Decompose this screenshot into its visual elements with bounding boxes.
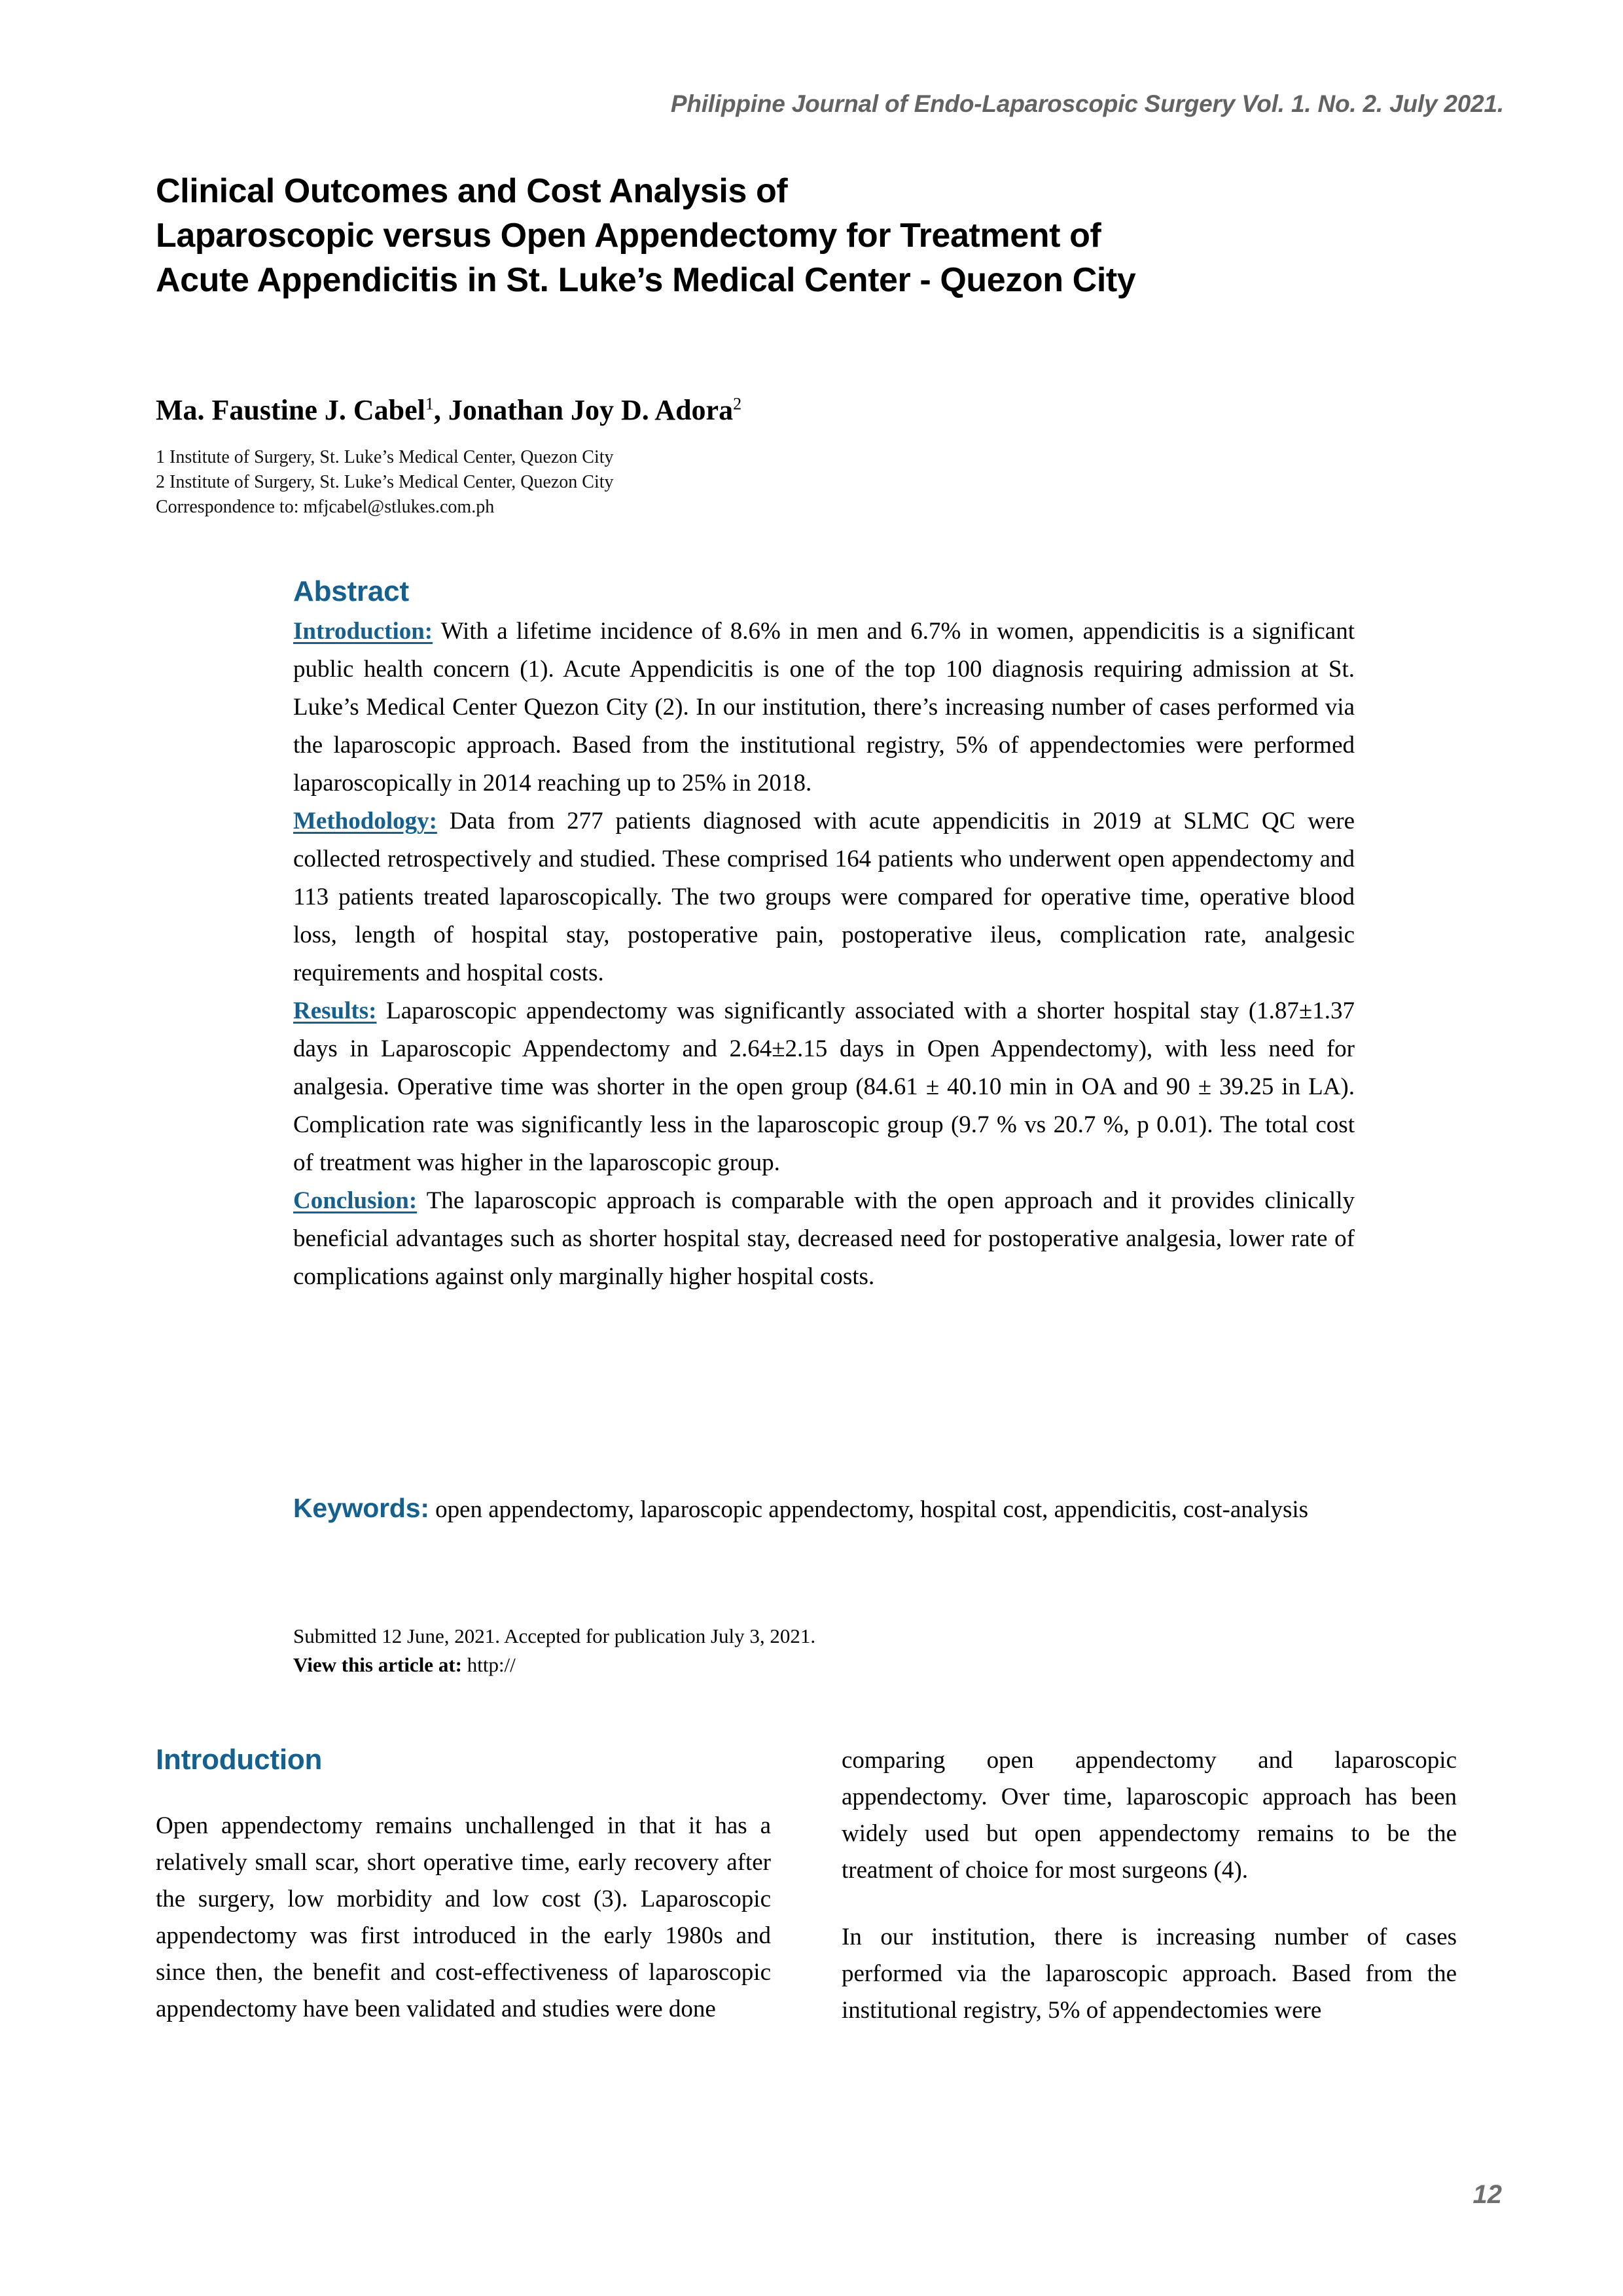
author-1-affiliation-marker: 1 bbox=[425, 394, 434, 414]
submission-info bbox=[293, 1622, 1355, 1679]
abstract-text-introduction: With a lifetime incidence of 8.6% in men and 6.7% in women, appendicitis is a significant public health concern (1). Acute Appendicitis is one of the top 100 diagnosis requiring admission at St. Luke’s Medical Center Quezon City (2). In our institution, there’s increasing number of cases performed via the laparoscopic approach. Based from the institutional registry, 5% of appendectomies were performed laparoscopically in 2014 reaching up to 25% in 2018. bbox=[293, 618, 1355, 797]
view-article-label: View this article at: bbox=[293, 1653, 462, 1676]
keywords-text: open appendectomy, laparoscopic appendectomy, hospital cost, appendicitis, cost-analysis bbox=[429, 1496, 1309, 1523]
running-header: Philippine Journal of Endo-Laparoscopic Surgery Vol. 1. No. 2. July 2021. bbox=[670, 90, 1504, 117]
affiliation-1: 1 Institute of Surgery, St. Luke’s Medical Center, Quezon City bbox=[156, 447, 614, 467]
abstract-paragraph-introduction bbox=[293, 613, 1355, 802]
title-line-1: Clinical Outcomes and Cost Analysis of bbox=[156, 172, 788, 210]
introduction-paragraph-right-2: In our institution, there is increasing number of cases performed via the laparoscopic approach. Based from the institutional registry, 5% of appendectomies were bbox=[842, 1924, 1457, 2024]
introduction-paragraph-right-1: comparing open appendectomy and laparoscopic appendectomy. Over time, laparoscopic approach has been widely used but open appendectomy remains to be the treatment of choice for most surgeons (4). bbox=[842, 1747, 1457, 1884]
submission-dates: Submitted 12 June, 2021. Accepted for publication July 3, 2021. bbox=[293, 1624, 816, 1647]
introduction-paragraph-left-1: Open appendectomy remains unchallenged in that it has a relatively small scar, short operative time, early recovery after the surgery, low morbidity and low cost (3). Laparoscopic appendectomy was first introduced in the early 1980s and since then, the benefit and cost-effectiveness of laparoscopic appendectomy have been validated and studies were done bbox=[156, 1812, 771, 2022]
affiliations-block bbox=[156, 445, 1465, 520]
title-line-3: Acute Appendicitis in St. Luke’s Medical Center - Quezon City bbox=[156, 261, 1136, 299]
abstract-paragraph-methodology bbox=[293, 802, 1355, 992]
view-article-url[interactable]: http:// bbox=[461, 1653, 516, 1676]
view-article-line bbox=[293, 1651, 1355, 1679]
keywords-label: Keywords: bbox=[293, 1493, 429, 1523]
correspondence-line: Correspondence to: mfjcabel@stlukes.com.ph bbox=[156, 497, 495, 517]
abstract-section bbox=[293, 573, 1355, 1296]
author-2-affiliation-marker: 2 bbox=[733, 394, 742, 414]
affiliation-2: 2 Institute of Surgery, St. Luke’s Medical Center, Quezon City bbox=[156, 472, 614, 492]
author-list bbox=[156, 393, 1465, 428]
author-2-name: Jonathan Joy D. Adora bbox=[448, 394, 734, 426]
body-columns bbox=[156, 1742, 1457, 2029]
keywords-line bbox=[293, 1490, 1355, 1528]
abstract-paragraph-conclusion bbox=[293, 1182, 1355, 1296]
abstract-text-conclusion: The laparoscopic approach is comparable with the open approach and it provides clinically beneficial advantages such as shorter hospital stay, decreased need for postoperative analgesia, lower rate of complications against only marginally higher hospital costs. bbox=[293, 1187, 1355, 1290]
author-1-name: Ma. Faustine J. Cabel bbox=[156, 394, 425, 426]
abstract-label-introduction: Introduction: bbox=[293, 618, 433, 645]
body-column-left bbox=[156, 1742, 771, 2029]
abstract-label-conclusion: Conclusion: bbox=[293, 1187, 418, 1214]
title-line-2: Laparoscopic versus Open Appendectomy for Treatment of bbox=[156, 217, 1101, 255]
body-column-right bbox=[842, 1742, 1457, 2029]
abstract-label-results: Results: bbox=[293, 997, 377, 1024]
article-title bbox=[156, 169, 1452, 302]
abstract-heading: Abstract bbox=[293, 575, 409, 607]
page-number: 12 bbox=[1472, 2180, 1502, 2209]
author-separator: , bbox=[433, 394, 448, 426]
abstract-text-results: Laparoscopic appendectomy was significantly associated with a shorter hospital stay (1.87±1.37 days in Laparoscopic Appendectomy and 2.64±2.15 days in Open Appendectomy), with less need for analgesia. Operative time was shorter in the open group (84.61 ± 40.10 min in OA and 90 ± 39.25 in LA). Complication rate was significantly less in the laparoscopic group (9.7 % vs 20.7 %, p 0.01). The total cost of treatment was higher in the laparoscopic group. bbox=[293, 997, 1355, 1176]
abstract-text-methodology: Data from 277 patients diagnosed with acute appendicitis in 2019 at SLMC QC were collected retrospectively and studied. These comprised 164 patients who underwent open appendectomy and 113 patients treated laparoscopically. The two groups were compared for operative time, operative blood loss, length of hospital stay, postoperative pain, postoperative ileus, complication rate, analgesic requirements and hospital costs. bbox=[293, 808, 1355, 986]
introduction-heading: Introduction bbox=[156, 1744, 323, 1776]
keywords-section bbox=[293, 1490, 1355, 1528]
abstract-label-methodology: Methodology: bbox=[293, 808, 437, 834]
abstract-paragraph-results bbox=[293, 992, 1355, 1182]
